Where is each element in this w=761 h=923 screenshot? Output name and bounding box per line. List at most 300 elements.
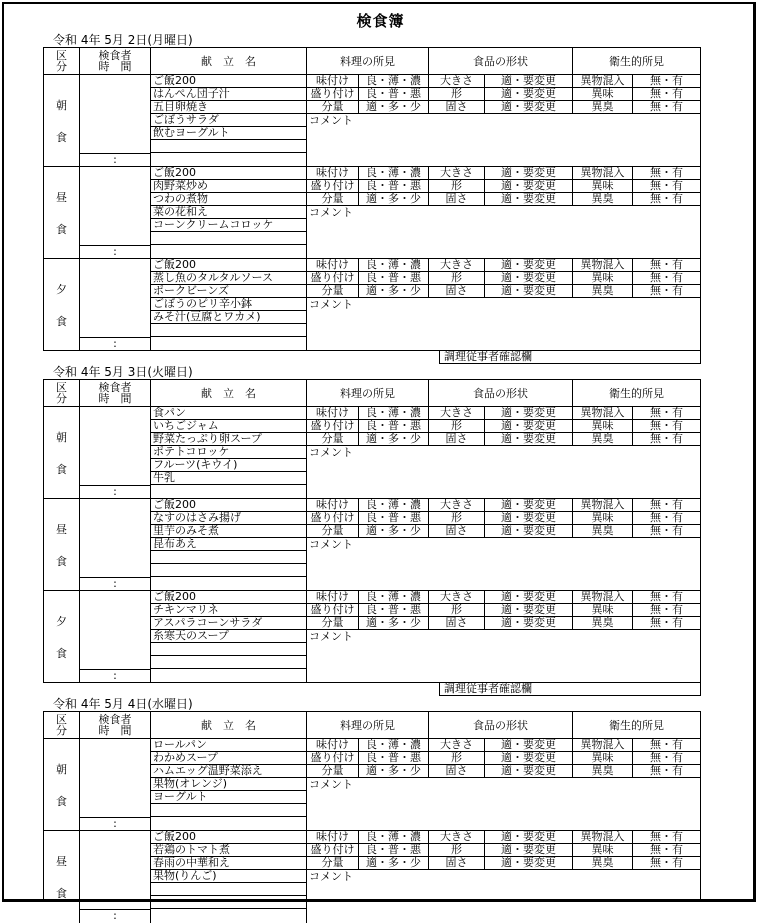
menu-item: ご飯200 <box>151 75 306 88</box>
header-food-shape: 食品の形状 <box>429 380 573 406</box>
menu-item: みそ汁(豆腐とワカメ) <box>151 311 306 324</box>
inspection-grid <box>307 167 700 206</box>
menu-list <box>151 407 307 499</box>
page-title: 検食簿 <box>356 12 405 30</box>
inspection-options[interactable]: 良・普・悪 <box>359 420 429 432</box>
inspection-item-label: 固さ <box>429 765 485 777</box>
inspection-item-label: 異臭 <box>573 101 633 113</box>
inspection-item-label: 分量 <box>307 617 359 629</box>
inspection-options[interactable]: 適・要変更 <box>485 180 573 192</box>
meal-label-char: 昼 <box>56 855 67 868</box>
comment-field[interactable]: コメント <box>309 114 353 127</box>
inspection-options[interactable]: 良・薄・濃 <box>359 259 429 271</box>
inspection-options[interactable]: 無・有 <box>650 511 683 524</box>
inspection-item-label: 形 <box>429 604 485 616</box>
meal-label-char: 夕 <box>56 283 67 296</box>
inspection-item-label: 分量 <box>307 857 359 869</box>
inspection-options[interactable]: 適・要変更 <box>485 420 573 432</box>
menu-item: ごぼうサラダ <box>151 114 306 127</box>
menu-item: ご飯200 <box>151 831 306 844</box>
menu-item <box>151 337 306 350</box>
header-text: 検食者 <box>98 49 132 62</box>
inspection-item-label: 盛り付け <box>307 420 359 432</box>
inspection-item-label: 大きさ <box>429 499 485 511</box>
inspection-grid <box>307 499 700 538</box>
menu-list <box>151 739 307 831</box>
inspection-item-label: 異味 <box>573 752 633 764</box>
time-field[interactable]: : <box>80 245 150 259</box>
comment-field[interactable]: コメント <box>309 446 353 459</box>
inspection-item-label: 大きさ <box>429 591 485 603</box>
inspector-time-cell[interactable] <box>80 167 151 259</box>
inspection-options[interactable]: 適・要変更 <box>485 831 573 843</box>
inspection-options[interactable]: 適・要変更 <box>485 193 573 205</box>
inspection-options[interactable]: 適・要変更 <box>485 739 573 751</box>
inspection-row <box>307 433 700 446</box>
inspection-options[interactable]: 適・多・少 <box>359 101 429 113</box>
meal-category <box>44 259 80 351</box>
menu-list <box>151 75 307 167</box>
time-field[interactable]: : <box>80 153 150 167</box>
menu-item: つわの煮物 <box>151 193 306 206</box>
inspection-item-label: 味付け <box>307 75 359 87</box>
inspection-options[interactable]: 適・要変更 <box>485 433 573 445</box>
inspection-options[interactable]: 適・要変更 <box>485 752 573 764</box>
header-text: 時 間 <box>98 60 132 73</box>
time-field[interactable]: : <box>80 669 150 683</box>
inspection-grid <box>307 591 700 630</box>
inspection-options[interactable]: 無・有 <box>650 284 683 297</box>
inspection-item-label: 分量 <box>307 193 359 205</box>
header-kubun <box>44 712 80 738</box>
inspection-options[interactable]: 適・要変更 <box>485 499 573 511</box>
inspection-options[interactable]: 良・普・悪 <box>359 272 429 284</box>
inspection-item-label: 異味 <box>573 844 633 856</box>
meal-category <box>44 591 80 683</box>
header-inspector-time <box>80 712 151 738</box>
inspection-grid <box>307 75 700 114</box>
inspection-options[interactable]: 適・要変更 <box>485 591 573 603</box>
inspector-time-cell[interactable] <box>80 591 151 683</box>
comment-field[interactable]: コメント <box>309 206 353 219</box>
inspection-options[interactable]: 良・普・悪 <box>359 88 429 100</box>
menu-item: 五目卵焼き <box>151 101 306 114</box>
inspection-item-label: 異臭 <box>573 857 633 869</box>
menu-item: ポテトコロッケ <box>151 446 306 459</box>
inspector-time-cell[interactable] <box>80 831 151 923</box>
inspection-options[interactable]: 適・要変更 <box>485 512 573 524</box>
menu-item: 菜の花和え <box>151 206 306 219</box>
meal-block <box>44 831 700 923</box>
inspection-grid <box>307 831 700 870</box>
menu-item: ヨーグルト <box>151 791 306 804</box>
inspection-options[interactable]: 適・要変更 <box>485 167 573 179</box>
inspector-time-cell[interactable] <box>80 739 151 831</box>
menu-item <box>151 485 306 498</box>
inspection-item-label: 固さ <box>429 433 485 445</box>
header-cooking: 料理の所見 <box>307 48 429 74</box>
comment-field[interactable]: コメント <box>309 778 353 791</box>
comment-field[interactable]: コメント <box>309 630 353 643</box>
inspection-item-label: 異物混入 <box>573 259 633 271</box>
day-date: 令和 4年 5月 3日(火曜日) <box>53 365 193 379</box>
inspector-time-cell[interactable] <box>80 259 151 351</box>
inspection-options[interactable]: 無・有 <box>650 258 683 271</box>
inspection-options[interactable]: 適・要変更 <box>485 259 573 271</box>
time-field[interactable]: : <box>80 817 150 831</box>
menu-item <box>151 817 306 830</box>
menu-item: 若鶏のトマト煮 <box>151 844 306 857</box>
table-header <box>44 380 700 407</box>
inspection-item-label: 味付け <box>307 831 359 843</box>
inspection-options[interactable]: 適・要変更 <box>485 88 573 100</box>
inspection-options[interactable]: 無・有 <box>650 856 683 869</box>
time-field[interactable]: : <box>80 577 150 591</box>
inspection-row <box>307 765 700 778</box>
inspection-item-label: 盛り付け <box>307 844 359 856</box>
menu-item: ロールパン <box>151 739 306 752</box>
meal-category <box>44 499 80 591</box>
inspection-item-label: 大きさ <box>429 259 485 271</box>
meal-label-char: 食 <box>56 795 67 808</box>
inspection-item-label: 形 <box>429 752 485 764</box>
inspection-options[interactable]: 良・薄・濃 <box>359 591 429 603</box>
inspection-grid <box>307 407 700 446</box>
inspection-item-label: 異味 <box>573 272 633 284</box>
inspection-item-label: 形 <box>429 512 485 524</box>
menu-item: いちごジャム <box>151 420 306 433</box>
inspection-options[interactable]: 適・要変更 <box>485 617 573 629</box>
menu-item: ごぼうのピリ辛小鉢 <box>151 298 306 311</box>
menu-item: 飲むヨーグルト <box>151 127 306 140</box>
inspection-grid <box>307 259 700 298</box>
staff-confirmation-field[interactable]: 調理従事者確認欄 <box>439 350 701 364</box>
inspection-options[interactable]: 適・要変更 <box>485 285 573 297</box>
menu-item <box>151 669 306 682</box>
inspection-options[interactable]: 無・有 <box>650 738 683 751</box>
comment-field[interactable]: コメント <box>309 538 353 551</box>
inspection-options[interactable]: 良・薄・濃 <box>359 75 429 87</box>
menu-list <box>151 591 307 683</box>
inspector-time-cell[interactable] <box>80 75 151 167</box>
inspection-options[interactable]: 良・普・悪 <box>359 844 429 856</box>
inspection-item-label: 分量 <box>307 525 359 537</box>
inspection-item-label: 盛り付け <box>307 180 359 192</box>
inspection-options[interactable]: 無・有 <box>650 432 683 445</box>
menu-item <box>151 232 306 245</box>
inspection-options[interactable]: 適・多・少 <box>359 525 429 537</box>
menu-item: 昆布あえ <box>151 538 306 551</box>
inspection-item-label: 異物混入 <box>573 499 633 511</box>
inspection-item-label: 異臭 <box>573 433 633 445</box>
inspection-item-label: 異臭 <box>573 193 633 205</box>
menu-item <box>151 656 306 669</box>
menu-item: 果物(オレンジ) <box>151 778 306 791</box>
menu-item <box>151 643 306 656</box>
inspection-item-label: 異臭 <box>573 765 633 777</box>
inspection-item-label: 大きさ <box>429 831 485 843</box>
menu-list <box>151 259 307 351</box>
menu-list <box>151 167 307 259</box>
meal-label-char: 朝 <box>56 763 67 776</box>
header-inspector-time <box>80 48 151 74</box>
menu-item: 春雨の中華和え <box>151 857 306 870</box>
inspection-item-label: 固さ <box>429 285 485 297</box>
header-inspector-time <box>80 380 151 406</box>
inspection-options[interactable]: 適・要変更 <box>485 604 573 616</box>
menu-item <box>151 551 306 564</box>
inspection-options[interactable]: 適・多・少 <box>359 765 429 777</box>
inspection-item-label: 味付け <box>307 499 359 511</box>
header-menu-name: 献 立 名 <box>151 712 307 738</box>
inspection-item-label: 固さ <box>429 193 485 205</box>
comment-field[interactable]: コメント <box>309 870 353 883</box>
inspection-options[interactable]: 無・有 <box>650 406 683 419</box>
inspection-options[interactable]: 良・薄・濃 <box>359 831 429 843</box>
inspection-options[interactable]: 無・有 <box>650 830 683 843</box>
inspection-item-label: 形 <box>429 88 485 100</box>
inspection-item-label: 異物混入 <box>573 167 633 179</box>
inspection-options[interactable]: 適・多・少 <box>359 433 429 445</box>
inspection-row <box>307 857 700 870</box>
inspection-options[interactable]: 無・有 <box>650 764 683 777</box>
menu-item: わかめスープ <box>151 752 306 765</box>
inspection-item-label: 異臭 <box>573 617 633 629</box>
inspection-item-label: 形 <box>429 180 485 192</box>
menu-item <box>151 883 306 896</box>
inspection-item-label: 異味 <box>573 420 633 432</box>
inspection-item-label: 異物混入 <box>573 407 633 419</box>
meal-block <box>44 75 700 167</box>
inspector-time-cell[interactable] <box>80 499 151 591</box>
inspection-options[interactable]: 無・有 <box>650 87 683 100</box>
time-field[interactable]: : <box>80 337 150 351</box>
meal-label-char: 食 <box>56 463 67 476</box>
meal-block <box>44 167 700 259</box>
time-field[interactable]: : <box>80 485 150 499</box>
inspection-options[interactable]: 適・要変更 <box>485 407 573 419</box>
inspection-options[interactable]: 無・有 <box>650 419 683 432</box>
inspection-item-label: 異物混入 <box>573 831 633 843</box>
comment-field[interactable]: コメント <box>309 298 353 311</box>
meal-block <box>44 499 700 591</box>
inspection-options[interactable]: 良・普・悪 <box>359 604 429 616</box>
inspection-item-label: 固さ <box>429 617 485 629</box>
menu-item: ご飯200 <box>151 167 306 180</box>
inspection-item-label: 異味 <box>573 88 633 100</box>
inspection-item-label: 盛り付け <box>307 512 359 524</box>
menu-item <box>151 324 306 337</box>
inspection-item-label: 大きさ <box>429 75 485 87</box>
inspection-item-label: 盛り付け <box>307 752 359 764</box>
inspection-item-label: 味付け <box>307 407 359 419</box>
inspection-item-label: 異物混入 <box>573 739 633 751</box>
inspection-item-label: 異物混入 <box>573 591 633 603</box>
meal-block <box>44 739 700 831</box>
meal-label-char: 食 <box>56 131 67 144</box>
inspection-options[interactable]: 無・有 <box>650 590 683 603</box>
inspection-row <box>307 193 700 206</box>
menu-list <box>151 499 307 591</box>
meal-category <box>44 739 80 831</box>
menu-item: ご飯200 <box>151 259 306 272</box>
inspection-options[interactable]: 無・有 <box>650 179 683 192</box>
inspection-item-label: 盛り付け <box>307 88 359 100</box>
menu-item: なすのはさみ揚げ <box>151 512 306 525</box>
inspection-options[interactable]: 良・薄・濃 <box>359 407 429 419</box>
menu-item: 肉野菜炒め <box>151 180 306 193</box>
inspection-options[interactable]: 適・要変更 <box>485 765 573 777</box>
menu-item: 果物(りんご) <box>151 870 306 883</box>
menu-item: ポークビーンズ <box>151 285 306 298</box>
menu-list <box>151 831 307 923</box>
inspection-item-label: 固さ <box>429 101 485 113</box>
menu-item: コーンクリームコロッケ <box>151 219 306 232</box>
inspection-item-label: 形 <box>429 272 485 284</box>
inspection-options[interactable]: 無・有 <box>650 166 683 179</box>
meal-label-char: 朝 <box>56 431 67 444</box>
inspection-options[interactable]: 適・要変更 <box>485 525 573 537</box>
header-text: 分 <box>56 392 67 405</box>
header-menu-name: 献 立 名 <box>151 48 307 74</box>
day-table <box>43 711 701 922</box>
inspection-options[interactable]: 無・有 <box>650 192 683 205</box>
inspection-options[interactable]: 無・有 <box>650 751 683 764</box>
menu-item: はんぺん団子汁 <box>151 88 306 101</box>
inspection-row <box>307 285 700 298</box>
menu-item: チキンマリネ <box>151 604 306 617</box>
header-text: 検食者 <box>98 381 132 394</box>
inspection-item-label: 異臭 <box>573 285 633 297</box>
meal-label-char: 昼 <box>56 191 67 204</box>
inspection-options[interactable]: 無・有 <box>650 843 683 856</box>
menu-item: 糸寒天のスープ <box>151 630 306 643</box>
inspection-options[interactable]: 適・要変更 <box>485 844 573 856</box>
inspection-options[interactable]: 無・有 <box>650 524 683 537</box>
staff-confirmation-field[interactable]: 調理従事者確認欄 <box>439 682 701 696</box>
inspection-options[interactable]: 無・有 <box>650 271 683 284</box>
inspection-row <box>307 525 700 538</box>
inspection-item-label: 味付け <box>307 259 359 271</box>
inspection-options[interactable]: 無・有 <box>650 74 683 87</box>
inspection-options[interactable]: 適・多・少 <box>359 193 429 205</box>
menu-item <box>151 245 306 258</box>
header-hygiene: 衛生的所見 <box>609 54 664 68</box>
header-cooking: 料理の所見 <box>307 712 429 738</box>
header-kubun <box>44 48 80 74</box>
header-text: 区 <box>56 713 67 726</box>
inspection-options[interactable]: 適・多・少 <box>359 285 429 297</box>
meal-label-char: 昼 <box>56 523 67 536</box>
header-text: 区 <box>56 49 67 62</box>
inspection-item-label: 固さ <box>429 525 485 537</box>
meal-category <box>44 831 80 923</box>
inspection-options[interactable]: 良・薄・濃 <box>359 499 429 511</box>
inspection-options[interactable]: 無・有 <box>650 616 683 629</box>
inspection-options[interactable]: 適・多・少 <box>359 617 429 629</box>
header-menu-name: 献 立 名 <box>151 380 307 406</box>
header-food-shape: 食品の形状 <box>429 712 573 738</box>
inspection-row <box>307 101 700 114</box>
inspection-item-label: 大きさ <box>429 167 485 179</box>
meal-block <box>44 591 700 683</box>
menu-item: 野菜たっぷり卵スープ <box>151 433 306 446</box>
table-header <box>44 48 700 75</box>
menu-item <box>151 896 306 909</box>
inspection-item-label: 盛り付け <box>307 604 359 616</box>
table-header <box>44 712 700 739</box>
inspection-grid <box>307 739 700 778</box>
inspection-item-label: 異味 <box>573 604 633 616</box>
inspection-item-label: 固さ <box>429 857 485 869</box>
inspection-item-label: 形 <box>429 420 485 432</box>
meal-label-char: 食 <box>56 647 67 660</box>
inspection-item-label: 異臭 <box>573 525 633 537</box>
header-hygiene: 衛生的所見 <box>609 718 664 732</box>
inspection-item-label: 分量 <box>307 765 359 777</box>
time-field[interactable]: : <box>80 909 150 923</box>
meal-category <box>44 167 80 259</box>
inspection-options[interactable]: 良・普・悪 <box>359 512 429 524</box>
header-hygiene: 衛生的所見 <box>609 386 664 400</box>
header-text: 検食者 <box>98 713 132 726</box>
menu-item <box>151 564 306 577</box>
inspection-options[interactable]: 適・要変更 <box>485 857 573 869</box>
menu-item: 蒸し魚のタルタルソース <box>151 272 306 285</box>
menu-item: ご飯200 <box>151 591 306 604</box>
inspection-options[interactable]: 適・多・少 <box>359 857 429 869</box>
inspection-item-label: 分量 <box>307 285 359 297</box>
header-text: 区 <box>56 381 67 394</box>
inspection-options[interactable]: 無・有 <box>650 100 683 113</box>
header-text: 分 <box>56 60 67 73</box>
header-text: 時 間 <box>98 392 132 405</box>
menu-item: 牛乳 <box>151 472 306 485</box>
menu-item <box>151 577 306 590</box>
inspection-options[interactable]: 良・普・悪 <box>359 752 429 764</box>
inspector-time-cell[interactable] <box>80 407 151 499</box>
inspection-options[interactable]: 無・有 <box>650 603 683 616</box>
inspection-item-label: 味付け <box>307 167 359 179</box>
day-table <box>43 379 701 683</box>
meal-label-char: 朝 <box>56 99 67 112</box>
inspection-options[interactable]: 良・薄・濃 <box>359 167 429 179</box>
menu-item: フルーツ(キウイ) <box>151 459 306 472</box>
inspection-options[interactable]: 適・要変更 <box>485 75 573 87</box>
inspection-options[interactable]: 適・要変更 <box>485 272 573 284</box>
day-date: 令和 4年 5月 4日(水曜日) <box>53 697 193 711</box>
inspection-options[interactable]: 良・普・悪 <box>359 180 429 192</box>
inspection-item-label: 異味 <box>573 180 633 192</box>
meal-label-char: 食 <box>56 887 67 900</box>
header-cooking: 料理の所見 <box>307 380 429 406</box>
inspection-options[interactable]: 良・薄・濃 <box>359 739 429 751</box>
menu-item: ご飯200 <box>151 499 306 512</box>
menu-item: ハムエッグ温野菜添え <box>151 765 306 778</box>
meal-block <box>44 407 700 499</box>
header-food-shape: 食品の形状 <box>429 48 573 74</box>
inspection-options[interactable]: 適・要変更 <box>485 101 573 113</box>
inspection-row <box>307 617 700 630</box>
menu-item: アスパラコーンサラダ <box>151 617 306 630</box>
day-date: 令和 4年 5月 2日(月曜日) <box>53 33 193 47</box>
meal-label-char: 食 <box>56 223 67 236</box>
menu-item <box>151 140 306 153</box>
inspection-options[interactable]: 無・有 <box>650 498 683 511</box>
inspection-item-label: 異味 <box>573 512 633 524</box>
inspection-item-label: 大きさ <box>429 739 485 751</box>
inspection-item-label: 分量 <box>307 101 359 113</box>
